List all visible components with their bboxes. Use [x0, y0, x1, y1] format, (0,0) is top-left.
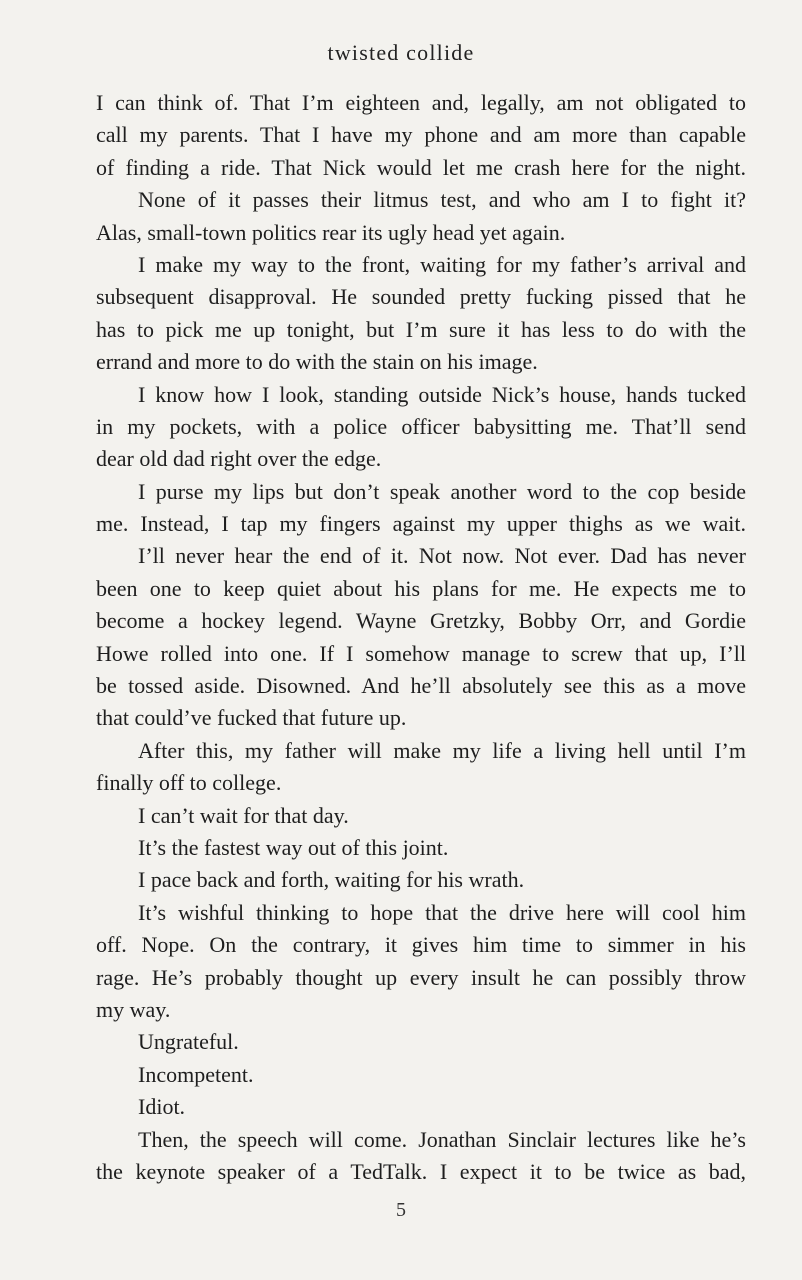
- text-line: dear old dad right over the edge.: [96, 446, 382, 472]
- text-line: rage. He’s probably thought up every insult he can possibly throw: [96, 964, 746, 990]
- text-line: I make my way to the front, waiting for my father’s arrival and: [138, 251, 746, 277]
- text-line: finally off to college.: [96, 770, 282, 796]
- text-line: of finding a ride. That Nick would let me crash here for the night.: [96, 154, 746, 180]
- body-text: [96, 87, 746, 1188]
- text-line: I pace back and forth, waiting for his wrath.: [138, 867, 525, 893]
- text-line: errand and more to do with the stain on his image.: [96, 349, 538, 375]
- text-line: off. Nope. On the contrary, it gives him time to simmer in his: [96, 932, 746, 958]
- text-line: I know how I look, standing outside Nick’s house, hands tucked: [138, 381, 746, 407]
- text-line: become a hockey legend. Wayne Gretzky, Bobby Orr, and Gordie: [96, 608, 746, 634]
- text-line: me. Instead, I tap my fingers against my upper thighs as we wait.: [96, 511, 746, 537]
- text-line: I purse my lips but don’t speak another word to the cop beside: [138, 478, 746, 504]
- text-line: It’s the fastest way out of this joint.: [138, 834, 449, 860]
- text-line: After this, my father will make my life a living hell until I’m: [138, 737, 746, 763]
- text-line: Then, the speech will come. Jonathan Sinclair lectures like he’s: [138, 1126, 746, 1152]
- text-line: None of it passes their litmus test, and who am I to fight it?: [138, 187, 746, 213]
- text-line: I’ll never hear the end of it. Not now. Not ever. Dad has never: [138, 543, 746, 569]
- text-line: the keynote speaker of a TedTalk. I expect it to be twice as bad,: [96, 1158, 746, 1184]
- page-number: 5: [396, 1199, 406, 1221]
- text-line: be tossed aside. Disowned. And he’ll absolutely see this as a move: [96, 673, 746, 699]
- text-line: Alas, small-town politics rear its ugly head yet again.: [96, 219, 566, 245]
- text-line: Howe rolled into one. If I somehow manage to screw that up, I’ll: [96, 640, 746, 666]
- text-line: in my pockets, with a police officer babysitting me. That’ll send: [96, 413, 746, 439]
- text-line: I can’t wait for that day.: [138, 802, 349, 828]
- text-line: Ungrateful.: [138, 1029, 239, 1055]
- text-line: has to pick me up tonight, but I’m sure it has less to do with the: [96, 316, 746, 342]
- running-header: twisted collide: [327, 40, 475, 65]
- text-line: It’s wishful thinking to hope that the drive here will cool him: [138, 899, 746, 925]
- text-line: Idiot.: [138, 1094, 186, 1120]
- text-line: been one to keep quiet about his plans for me. He expects me to: [96, 575, 746, 601]
- text-line: that could’ve fucked that future up.: [96, 705, 407, 731]
- text-line: my way.: [96, 996, 171, 1022]
- text-line: I can think of. That I’m eighteen and, legally, am not obligated to: [96, 90, 746, 115]
- text-line: Incompetent.: [138, 1061, 254, 1087]
- text-line: subsequent disapproval. He sounded pretty fucking pissed that he: [96, 284, 746, 310]
- text-line: call my parents. That I have my phone and am more than capable: [96, 122, 746, 148]
